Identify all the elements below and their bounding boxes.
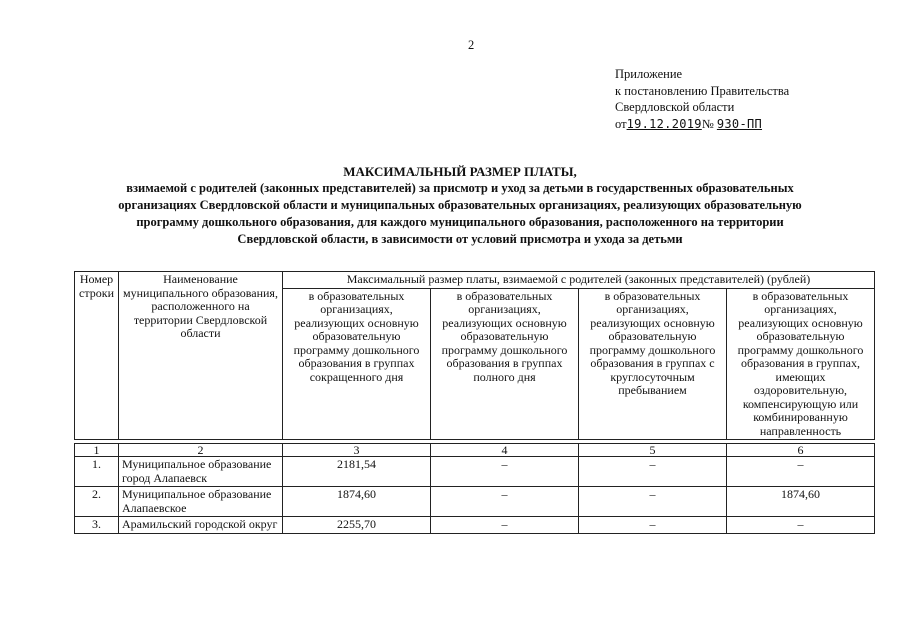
column-index: 6	[727, 444, 875, 457]
subheader-health-groups: в образовательных организациях, реализующих основную образовательную программу дошкольного образования в группах, имеющих оздоровительную, компенсирующую или комбинированную направленность	[727, 288, 875, 440]
municipality-name: Муниципальное образование Алапаевское	[119, 487, 283, 517]
title-line-3: программу дошкольного образования, для каждого муниципального образования, расположенного на территории	[136, 215, 784, 229]
fee-short-day: 2181,54	[283, 457, 431, 487]
row-number: 1.	[75, 457, 119, 487]
appendix-line-3: Свердловской области	[615, 100, 735, 114]
document-title	[60, 163, 860, 248]
fees-table	[74, 271, 875, 534]
header-row-number: Номер строки	[75, 272, 119, 440]
title-heading: МАКСИМАЛЬНЫЙ РАЗМЕР ПЛАТЫ,	[343, 164, 577, 179]
title-line-4: Свердловской области, в зависимости от условий присмотра и ухода за детьми	[237, 232, 683, 246]
column-index: 4	[431, 444, 579, 457]
header-municipality: Наименование муниципального образования, расположенного на территории Свердловской области	[119, 272, 283, 440]
subheader-short-day: в образовательных организациях, реализующих основную образовательную программу дошкольного образования в группах сокращенного дня	[283, 288, 431, 440]
date-prefix: от	[615, 116, 627, 131]
column-index: 2	[119, 444, 283, 457]
header-group: Максимальный размер платы, взимаемой с родителей (законных представителей) (рублей)	[283, 272, 875, 289]
table-row	[75, 457, 875, 487]
title-line-2: организациях Свердловской области и муниципальных образовательных организациях, реализующих образовательную	[118, 198, 802, 212]
fee-full-day: –	[431, 517, 579, 534]
appendix-line-1: Приложение	[615, 67, 683, 81]
row-number: 3.	[75, 517, 119, 534]
table-row	[75, 487, 875, 517]
header-row-1	[75, 272, 875, 289]
table-row	[75, 517, 875, 534]
subheader-round-the-clock: в образовательных организациях, реализующих основную образовательную программу дошкольного образования в группах с круглосуточным пребыванием	[579, 288, 727, 440]
fee-full-day: –	[431, 487, 579, 517]
municipality-name: Арамильский городской округ	[119, 517, 283, 534]
fee-health-groups: –	[727, 517, 875, 534]
subheader-full-day: в образовательных организациях, реализующих основную образовательную программу дошкольного образования в группах полного дня	[431, 288, 579, 440]
appendix-date-line	[615, 116, 789, 133]
column-index: 3	[283, 444, 431, 457]
fee-round-the-clock: –	[579, 487, 727, 517]
fee-round-the-clock: –	[579, 457, 727, 487]
fee-health-groups: –	[727, 457, 875, 487]
fee-round-the-clock: –	[579, 517, 727, 534]
appendix-line-2: к постановлению Правительства	[615, 83, 790, 98]
title-line-1: взимаемой с родителей (законных представителей) за присмотр и уход за детьми в государственных образовательных	[126, 181, 794, 195]
column-index-row	[75, 444, 875, 457]
resolution-number: 930-ПП	[716, 116, 763, 131]
fee-short-day: 1874,60	[283, 487, 431, 517]
page-number: 2	[468, 38, 475, 52]
column-index: 1	[75, 444, 119, 457]
municipality-name: Муниципальное образование город Алапаевск	[119, 457, 283, 487]
fee-full-day: –	[431, 457, 579, 487]
row-number: 2.	[75, 487, 119, 517]
column-index: 5	[579, 444, 727, 457]
fee-short-day: 2255,70	[283, 517, 431, 534]
number-prefix: №	[701, 116, 714, 131]
appendix-block	[615, 66, 789, 132]
resolution-date: 19.12.2019	[626, 116, 702, 131]
fee-health-groups: 1874,60	[727, 487, 875, 517]
